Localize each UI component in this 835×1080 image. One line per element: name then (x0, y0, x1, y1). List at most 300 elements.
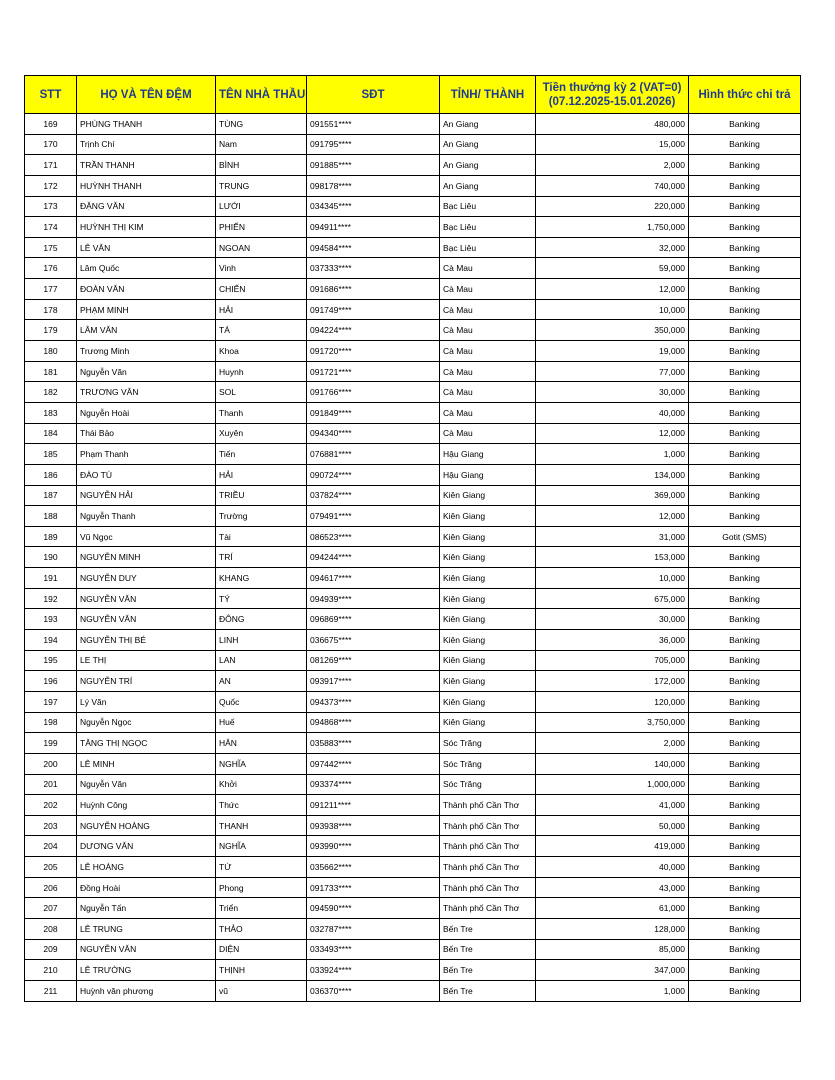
sdt-cell: 094224**** (307, 320, 440, 341)
stt-cell: 189 (25, 526, 77, 547)
ten-nha-thau-cell: Trường (216, 506, 307, 527)
sdt-cell: 091885**** (307, 155, 440, 176)
ho-ten-dem-cell: PHÙNG THANH (77, 114, 216, 135)
ten-nha-thau-cell: Khởi (216, 774, 307, 795)
tinh-thanh-cell: Sóc Trăng (440, 774, 536, 795)
sdt-cell: 033493**** (307, 939, 440, 960)
tien-thuong-cell: 19,000 (536, 341, 689, 362)
header-row (25, 76, 801, 114)
ho-ten-dem-cell: NGUYỄN HOÀNG (77, 815, 216, 836)
tinh-thanh-cell: Cà Mau (440, 361, 536, 382)
tinh-thanh-cell: An Giang (440, 155, 536, 176)
tinh-thanh-cell: Cà Mau (440, 341, 536, 362)
ten-nha-thau-cell: LƯỚI (216, 196, 307, 217)
tien-thuong-cell: 10,000 (536, 568, 689, 589)
sdt-cell: 091849**** (307, 402, 440, 423)
table-row (25, 836, 801, 857)
tinh-thanh-cell: Kiên Giang (440, 671, 536, 692)
tinh-thanh-cell: Kiên Giang (440, 650, 536, 671)
table-row (25, 258, 801, 279)
sdt-cell: 091766**** (307, 382, 440, 403)
ten-nha-thau-cell: Huế (216, 712, 307, 733)
sdt-cell: 035883**** (307, 733, 440, 754)
sdt-cell: 091686**** (307, 279, 440, 300)
hinh-thuc-cell: Banking (689, 382, 801, 403)
tien-thuong-cell: 140,000 (536, 753, 689, 774)
table-row (25, 175, 801, 196)
sdt-cell: 094340**** (307, 423, 440, 444)
tinh-thanh-cell: Kiên Giang (440, 547, 536, 568)
hinh-thuc-cell: Banking (689, 836, 801, 857)
stt-cell: 178 (25, 299, 77, 320)
hinh-thuc-cell: Banking (689, 237, 801, 258)
stt-cell: 194 (25, 630, 77, 651)
table-row (25, 464, 801, 485)
sdt-cell: 086523**** (307, 526, 440, 547)
ho-ten-dem-cell: Trịnh Chí (77, 134, 216, 155)
ho-ten-dem-cell: NGUYỄN DUY (77, 568, 216, 589)
sdt-cell: 094911**** (307, 217, 440, 238)
sdt-cell: 035662**** (307, 857, 440, 878)
ho-ten-dem-cell: Nguyễn Ngọc (77, 712, 216, 733)
hinh-thuc-cell: Banking (689, 299, 801, 320)
stt-cell: 202 (25, 795, 77, 816)
hinh-thuc-cell: Banking (689, 114, 801, 135)
hinh-thuc-cell: Banking (689, 217, 801, 238)
ten-nha-thau-cell: Quốc (216, 691, 307, 712)
tien-thuong-cell: 59,000 (536, 258, 689, 279)
ho-ten-dem-cell: ĐÀO TÚ (77, 464, 216, 485)
tinh-thanh-cell: Thành phố Cần Thơ (440, 836, 536, 857)
hinh-thuc-cell: Banking (689, 795, 801, 816)
ho-ten-dem-cell: NGUYỄN VĂN (77, 588, 216, 609)
ten-nha-thau-cell: AN (216, 671, 307, 692)
hinh-thuc-cell: Banking (689, 960, 801, 981)
tinh-thanh-cell: An Giang (440, 134, 536, 155)
ten-nha-thau-cell: THẢO (216, 918, 307, 939)
tien-thuong-cell: 12,000 (536, 506, 689, 527)
tinh-thanh-cell: Cà Mau (440, 382, 536, 403)
stt-cell: 208 (25, 918, 77, 939)
ten-nha-thau-cell: NGHĨA (216, 753, 307, 774)
tien-thuong-cell: 120,000 (536, 691, 689, 712)
hinh-thuc-cell: Banking (689, 588, 801, 609)
ten-nha-thau-cell: LAN (216, 650, 307, 671)
sdt-cell: 094584**** (307, 237, 440, 258)
tinh-thanh-cell: Sóc Trăng (440, 753, 536, 774)
table-row (25, 279, 801, 300)
ho-ten-dem-cell: Thái Bảo (77, 423, 216, 444)
tinh-thanh-cell: Cà Mau (440, 279, 536, 300)
stt-cell: 187 (25, 485, 77, 506)
hinh-thuc-cell: Banking (689, 980, 801, 1001)
table-row (25, 918, 801, 939)
tien-thuong-cell: 36,000 (536, 630, 689, 651)
header-stt: STT (25, 76, 77, 114)
stt-cell: 201 (25, 774, 77, 795)
tien-thuong-cell: 740,000 (536, 175, 689, 196)
ho-ten-dem-cell: ĐẶNG VĂN (77, 196, 216, 217)
ho-ten-dem-cell: NGUYỄN MINH (77, 547, 216, 568)
hinh-thuc-cell: Banking (689, 939, 801, 960)
tien-thuong-cell: 220,000 (536, 196, 689, 217)
sdt-cell: 079491**** (307, 506, 440, 527)
table-row (25, 341, 801, 362)
stt-cell: 209 (25, 939, 77, 960)
tinh-thanh-cell: Bạc Liêu (440, 237, 536, 258)
sdt-cell: 091733**** (307, 877, 440, 898)
tien-thuong-cell: 30,000 (536, 382, 689, 403)
hinh-thuc-cell: Banking (689, 258, 801, 279)
table-row (25, 402, 801, 423)
tinh-thanh-cell: Kiên Giang (440, 588, 536, 609)
ten-nha-thau-cell: HẢI (216, 464, 307, 485)
stt-cell: 204 (25, 836, 77, 857)
tinh-thanh-cell: Bạc Liêu (440, 217, 536, 238)
ho-ten-dem-cell: TĂNG THỊ NGỌC (77, 733, 216, 754)
tien-thuong-cell: 1,000 (536, 444, 689, 465)
ten-nha-thau-cell: Nam (216, 134, 307, 155)
stt-cell: 173 (25, 196, 77, 217)
ho-ten-dem-cell: TRƯƠNG VĂN (77, 382, 216, 403)
stt-cell: 180 (25, 341, 77, 362)
header-hinh-thuc: Hình thức chi trả (689, 76, 801, 114)
hinh-thuc-cell: Banking (689, 877, 801, 898)
tien-thuong-cell: 40,000 (536, 402, 689, 423)
sdt-cell: 094590**** (307, 898, 440, 919)
ten-nha-thau-cell: Thức (216, 795, 307, 816)
stt-cell: 177 (25, 279, 77, 300)
stt-cell: 195 (25, 650, 77, 671)
tien-thuong-cell: 12,000 (536, 423, 689, 444)
stt-cell: 182 (25, 382, 77, 403)
sdt-cell: 094244**** (307, 547, 440, 568)
stt-cell: 200 (25, 753, 77, 774)
ho-ten-dem-cell: NGUYỄN VĂN (77, 939, 216, 960)
ho-ten-dem-cell: Nguyễn Hoài (77, 402, 216, 423)
tien-thuong-cell: 50,000 (536, 815, 689, 836)
hinh-thuc-cell: Banking (689, 341, 801, 362)
stt-cell: 190 (25, 547, 77, 568)
tien-thuong-cell: 12,000 (536, 279, 689, 300)
ho-ten-dem-cell: LE THỊ (77, 650, 216, 671)
ten-nha-thau-cell: TÁ (216, 320, 307, 341)
sdt-cell: 091720**** (307, 341, 440, 362)
ten-nha-thau-cell: DIỆN (216, 939, 307, 960)
sdt-cell: 076881**** (307, 444, 440, 465)
ten-nha-thau-cell: Vinh (216, 258, 307, 279)
ho-ten-dem-cell: NGUYỄN THỊ BÉ (77, 630, 216, 651)
hinh-thuc-cell: Banking (689, 774, 801, 795)
tinh-thanh-cell: Kiên Giang (440, 568, 536, 589)
header-tien-thuong: Tiền thưởng kỳ 2 (VAT=0) (07.12.2025-15.01.2026) (536, 76, 689, 114)
sdt-cell: 094939**** (307, 588, 440, 609)
ten-nha-thau-cell: Xuyên (216, 423, 307, 444)
hinh-thuc-cell: Banking (689, 568, 801, 589)
ten-nha-thau-cell: KHANG (216, 568, 307, 589)
tien-thuong-cell: 369,000 (536, 485, 689, 506)
tien-thuong-cell: 1,000,000 (536, 774, 689, 795)
sdt-cell: 036370**** (307, 980, 440, 1001)
stt-cell: 210 (25, 960, 77, 981)
table-row (25, 423, 801, 444)
tien-thuong-cell: 172,000 (536, 671, 689, 692)
sdt-cell: 037333**** (307, 258, 440, 279)
sdt-cell: 091551**** (307, 114, 440, 135)
table-row (25, 506, 801, 527)
sdt-cell: 097442**** (307, 753, 440, 774)
ten-nha-thau-cell: TÙNG (216, 114, 307, 135)
stt-cell: 205 (25, 857, 77, 878)
hinh-thuc-cell: Banking (689, 691, 801, 712)
ten-nha-thau-cell: CHIẾN (216, 279, 307, 300)
table-row (25, 898, 801, 919)
hinh-thuc-cell: Banking (689, 733, 801, 754)
hinh-thuc-cell: Banking (689, 279, 801, 300)
tinh-thanh-cell: Bến Tre (440, 980, 536, 1001)
hinh-thuc-cell: Banking (689, 753, 801, 774)
tinh-thanh-cell: Kiên Giang (440, 712, 536, 733)
tien-thuong-cell: 61,000 (536, 898, 689, 919)
stt-cell: 186 (25, 464, 77, 485)
table-row (25, 671, 801, 692)
tien-thuong-cell: 3,750,000 (536, 712, 689, 733)
hinh-thuc-cell: Banking (689, 423, 801, 444)
tien-thuong-cell: 675,000 (536, 588, 689, 609)
rewards-table (24, 75, 801, 1002)
table-row (25, 568, 801, 589)
table-row (25, 485, 801, 506)
hinh-thuc-cell: Banking (689, 547, 801, 568)
tinh-thanh-cell: An Giang (440, 175, 536, 196)
tinh-thanh-cell: Cà Mau (440, 299, 536, 320)
ho-ten-dem-cell: LÊ VĂN (77, 237, 216, 258)
ten-nha-thau-cell: TRÍ (216, 547, 307, 568)
table-row (25, 630, 801, 651)
ten-nha-thau-cell: Tiến (216, 444, 307, 465)
ho-ten-dem-cell: NGUYỄN TRÍ (77, 671, 216, 692)
ten-nha-thau-cell: vũ (216, 980, 307, 1001)
ten-nha-thau-cell: TÝ (216, 588, 307, 609)
sdt-cell: 037824**** (307, 485, 440, 506)
tinh-thanh-cell: Hậu Giang (440, 444, 536, 465)
ten-nha-thau-cell: THỊNH (216, 960, 307, 981)
tinh-thanh-cell: Bến Tre (440, 960, 536, 981)
ho-ten-dem-cell: Nguyễn Thanh (77, 506, 216, 527)
sdt-cell: 034345**** (307, 196, 440, 217)
tinh-thanh-cell: Thành phố Cần Thơ (440, 795, 536, 816)
ho-ten-dem-cell: NGUYỄN VĂN (77, 609, 216, 630)
sdt-cell: 093374**** (307, 774, 440, 795)
hinh-thuc-cell: Banking (689, 402, 801, 423)
ten-nha-thau-cell: HÂN (216, 733, 307, 754)
table-row (25, 609, 801, 630)
tien-thuong-cell: 134,000 (536, 464, 689, 485)
tien-thuong-cell: 350,000 (536, 320, 689, 341)
tinh-thanh-cell: Cà Mau (440, 423, 536, 444)
hinh-thuc-cell: Banking (689, 898, 801, 919)
sdt-cell: 036675**** (307, 630, 440, 651)
table-row (25, 547, 801, 568)
ten-nha-thau-cell: NGHĨA (216, 836, 307, 857)
ho-ten-dem-cell: Phạm Thanh (77, 444, 216, 465)
table-row (25, 382, 801, 403)
ho-ten-dem-cell: Đồng Hoài (77, 877, 216, 898)
stt-cell: 196 (25, 671, 77, 692)
table-row (25, 444, 801, 465)
ten-nha-thau-cell: Phong (216, 877, 307, 898)
stt-cell: 197 (25, 691, 77, 712)
table-row (25, 960, 801, 981)
table-row (25, 134, 801, 155)
table-row (25, 795, 801, 816)
tinh-thanh-cell: Bến Tre (440, 939, 536, 960)
table-row (25, 526, 801, 547)
ho-ten-dem-cell: TRẦN THANH (77, 155, 216, 176)
ho-ten-dem-cell: LÂM VĂN (77, 320, 216, 341)
stt-cell: 181 (25, 361, 77, 382)
hinh-thuc-cell: Banking (689, 464, 801, 485)
stt-cell: 176 (25, 258, 77, 279)
header-ho-ten-dem: HỌ VÀ TÊN ĐỆM (77, 76, 216, 114)
hinh-thuc-cell: Banking (689, 506, 801, 527)
ho-ten-dem-cell: HUỲNH THANH (77, 175, 216, 196)
tien-thuong-cell: 10,000 (536, 299, 689, 320)
ho-ten-dem-cell: PHẠM MINH (77, 299, 216, 320)
stt-cell: 183 (25, 402, 77, 423)
tinh-thanh-cell: Kiên Giang (440, 526, 536, 547)
tinh-thanh-cell: Kiên Giang (440, 485, 536, 506)
tien-thuong-cell: 77,000 (536, 361, 689, 382)
table-row (25, 588, 801, 609)
tinh-thanh-cell: Kiên Giang (440, 691, 536, 712)
stt-cell: 206 (25, 877, 77, 898)
tien-thuong-cell: 43,000 (536, 877, 689, 898)
ho-ten-dem-cell: Huỳnh văn phương (77, 980, 216, 1001)
table-row (25, 939, 801, 960)
tinh-thanh-cell: Thành phố Cần Thơ (440, 877, 536, 898)
hinh-thuc-cell: Banking (689, 857, 801, 878)
table-row (25, 712, 801, 733)
tien-thuong-cell: 705,000 (536, 650, 689, 671)
ten-nha-thau-cell: Triển (216, 898, 307, 919)
tien-thuong-cell: 32,000 (536, 237, 689, 258)
ten-nha-thau-cell: LINH (216, 630, 307, 651)
header-sdt: SĐT (307, 76, 440, 114)
ten-nha-thau-cell: Huynh (216, 361, 307, 382)
ho-ten-dem-cell: ĐOÀN VĂN (77, 279, 216, 300)
ho-ten-dem-cell: Huỳnh Công (77, 795, 216, 816)
ho-ten-dem-cell: Nguyễn Văn (77, 361, 216, 382)
tien-thuong-cell: 30,000 (536, 609, 689, 630)
hinh-thuc-cell: Banking (689, 444, 801, 465)
tien-thuong-cell: 419,000 (536, 836, 689, 857)
tien-thuong-cell: 1,000 (536, 980, 689, 1001)
tien-thuong-cell: 2,000 (536, 155, 689, 176)
hinh-thuc-cell: Banking (689, 361, 801, 382)
table-row (25, 753, 801, 774)
ten-nha-thau-cell: Thanh (216, 402, 307, 423)
table-row (25, 299, 801, 320)
table-row (25, 361, 801, 382)
ten-nha-thau-cell: ĐÔNG (216, 609, 307, 630)
tinh-thanh-cell: Sóc Trăng (440, 733, 536, 754)
ten-nha-thau-cell: BÌNH (216, 155, 307, 176)
sdt-cell: 093938**** (307, 815, 440, 836)
table-row (25, 877, 801, 898)
stt-cell: 211 (25, 980, 77, 1001)
table-row (25, 774, 801, 795)
ho-ten-dem-cell: LÊ MINH (77, 753, 216, 774)
sdt-cell: 091795**** (307, 134, 440, 155)
hinh-thuc-cell: Banking (689, 712, 801, 733)
stt-cell: 193 (25, 609, 77, 630)
ten-nha-thau-cell: SOL (216, 382, 307, 403)
sdt-cell: 091749**** (307, 299, 440, 320)
stt-cell: 203 (25, 815, 77, 836)
tien-thuong-cell: 128,000 (536, 918, 689, 939)
tinh-thanh-cell: Kiên Giang (440, 506, 536, 527)
tinh-thanh-cell: Hậu Giang (440, 464, 536, 485)
sdt-cell: 094868**** (307, 712, 440, 733)
sdt-cell: 090724**** (307, 464, 440, 485)
table-row (25, 815, 801, 836)
ho-ten-dem-cell: Vũ Ngọc (77, 526, 216, 547)
ten-nha-thau-cell: PHIẾN (216, 217, 307, 238)
stt-cell: 172 (25, 175, 77, 196)
ho-ten-dem-cell: LÊ HOÀNG (77, 857, 216, 878)
hinh-thuc-cell: Banking (689, 175, 801, 196)
hinh-thuc-cell: Banking (689, 918, 801, 939)
hinh-thuc-cell: Banking (689, 815, 801, 836)
table-row (25, 217, 801, 238)
header-ten-nha-thau: TÊN NHÀ THẦU (216, 76, 307, 114)
ten-nha-thau-cell: HẢI (216, 299, 307, 320)
ten-nha-thau-cell: TỨ (216, 857, 307, 878)
tien-thuong-cell: 15,000 (536, 134, 689, 155)
ten-nha-thau-cell: THANH (216, 815, 307, 836)
tien-thuong-cell: 41,000 (536, 795, 689, 816)
table-row (25, 196, 801, 217)
stt-cell: 188 (25, 506, 77, 527)
ten-nha-thau-cell: TRIỀU (216, 485, 307, 506)
tien-thuong-cell: 85,000 (536, 939, 689, 960)
tinh-thanh-cell: Thành phố Cần Thơ (440, 898, 536, 919)
ten-nha-thau-cell: Khoa (216, 341, 307, 362)
hinh-thuc-cell: Banking (689, 609, 801, 630)
tien-thuong-cell: 153,000 (536, 547, 689, 568)
tinh-thanh-cell: An Giang (440, 114, 536, 135)
stt-cell: 174 (25, 217, 77, 238)
tinh-thanh-cell: Cà Mau (440, 320, 536, 341)
ten-nha-thau-cell: Tài (216, 526, 307, 547)
stt-cell: 192 (25, 588, 77, 609)
tien-thuong-cell: 2,000 (536, 733, 689, 754)
sdt-cell: 091721**** (307, 361, 440, 382)
tien-thuong-cell: 40,000 (536, 857, 689, 878)
sdt-cell: 081269**** (307, 650, 440, 671)
stt-cell: 171 (25, 155, 77, 176)
tinh-thanh-cell: Thành phố Cần Thơ (440, 857, 536, 878)
hinh-thuc-cell: Banking (689, 196, 801, 217)
sdt-cell: 094617**** (307, 568, 440, 589)
tinh-thanh-cell: Thành phố Cần Thơ (440, 815, 536, 836)
ho-ten-dem-cell: LÊ TRƯỜNG (77, 960, 216, 981)
table-row (25, 155, 801, 176)
ho-ten-dem-cell: Trương Minh (77, 341, 216, 362)
tinh-thanh-cell: Bến Tre (440, 918, 536, 939)
stt-cell: 207 (25, 898, 77, 919)
